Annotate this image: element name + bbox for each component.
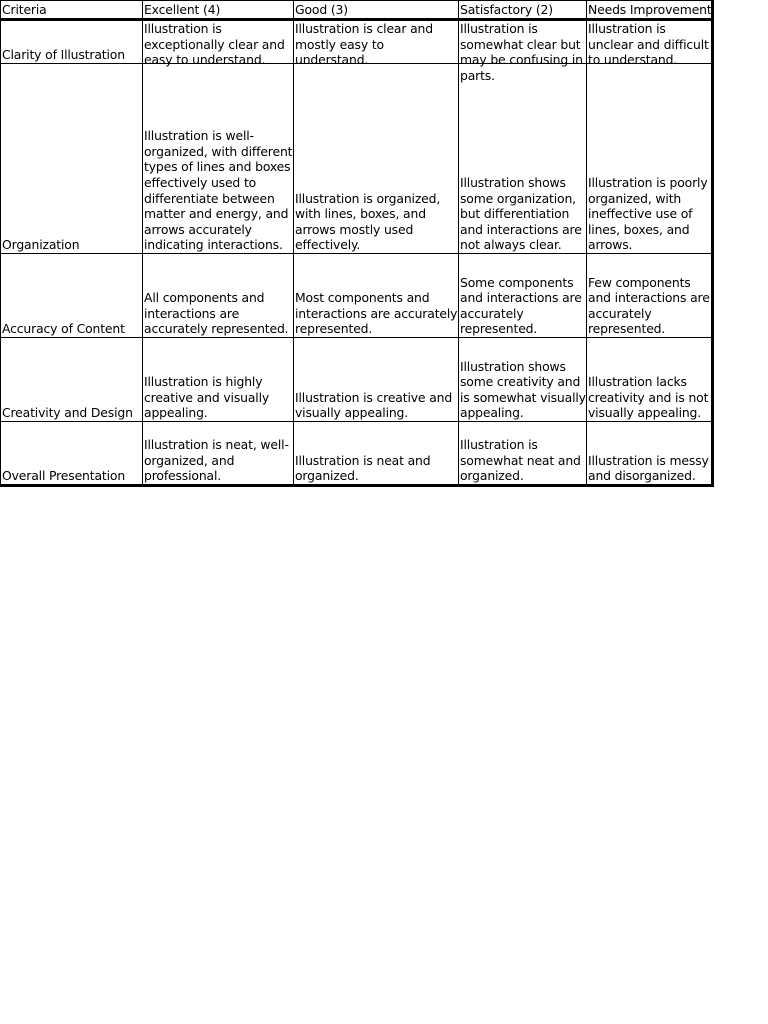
- satisfactory-cell[interactable]: [459, 20, 587, 83]
- satisfactory-cell[interactable]: Illustration is somewhat neat and organized.: [459, 422, 587, 486]
- criteria-cell[interactable]: Clarity of Illustration: [1, 20, 143, 64]
- header-needs-improvement[interactable]: Needs Improvement: [587, 1, 713, 20]
- cell-text: Illustration is somewhat clear but may be confusing in parts.: [460, 21, 583, 83]
- needs-improvement-cell[interactable]: Illustration is messy and disorganized.: [587, 422, 713, 486]
- excellent-cell[interactable]: Illustration is well-organized, with different types of lines and boxes effectively used to differentiate between matter and energy, and arrows accurately indicating interactions.: [143, 64, 294, 254]
- criteria-cell[interactable]: Accuracy of Content: [1, 254, 143, 338]
- criteria-cell[interactable]: Overall Presentation: [1, 422, 143, 486]
- cell-text: Illustration is exceptionally clear and easy to understand.: [144, 21, 285, 68]
- satisfactory-cell[interactable]: Some components and interactions are accurately represented.: [459, 254, 587, 338]
- excellent-cell[interactable]: [143, 20, 294, 68]
- good-cell[interactable]: Illustration is neat and organized.: [294, 422, 459, 486]
- table-row: [1, 20, 713, 64]
- table-row: [1, 254, 713, 338]
- excellent-cell[interactable]: Illustration is highly creative and visually appealing.: [143, 338, 294, 422]
- satisfactory-cell[interactable]: Illustration shows some organization, but differentiation and interactions are not always clear.: [459, 64, 587, 254]
- criteria-cell[interactable]: Creativity and Design: [1, 338, 143, 422]
- excellent-cell[interactable]: All components and interactions are accurately represented.: [143, 254, 294, 338]
- rubric-sheet: [0, 0, 712, 487]
- cell-text: Illustration is clear and mostly easy to understand.: [295, 21, 433, 68]
- needs-improvement-cell[interactable]: Illustration is poorly organized, with ineffective use of lines, boxes, and arrows.: [587, 64, 713, 254]
- table-row: [1, 64, 713, 254]
- needs-improvement-cell[interactable]: Illustration lacks creativity and is not visually appealing.: [587, 338, 713, 422]
- good-cell[interactable]: Most components and interactions are accurately represented.: [294, 254, 459, 338]
- cell-text: Illustration is unclear and difficult to understand.: [588, 21, 709, 68]
- needs-improvement-cell[interactable]: [587, 20, 713, 68]
- header-satisfactory[interactable]: Satisfactory (2): [459, 1, 587, 20]
- clipped-text: [144, 21, 293, 68]
- good-cell[interactable]: [294, 20, 459, 68]
- good-cell[interactable]: Illustration is creative and visually appealing.: [294, 338, 459, 422]
- header-row: [1, 1, 713, 20]
- rubric-table: [0, 0, 714, 487]
- header-good[interactable]: Good (3): [294, 1, 459, 20]
- header-excellent[interactable]: Excellent (4): [143, 1, 294, 20]
- needs-improvement-cell[interactable]: Few components and interactions are accurately represented.: [587, 254, 713, 338]
- good-cell[interactable]: Illustration is organized, with lines, boxes, and arrows mostly used effectively.: [294, 64, 459, 254]
- satisfactory-cell[interactable]: Illustration shows some creativity and is somewhat visually appealing.: [459, 338, 587, 422]
- clipped-text: [295, 21, 458, 68]
- excellent-cell[interactable]: Illustration is neat, well-organized, and professional.: [143, 422, 294, 486]
- table-row: [1, 422, 713, 486]
- clipped-text: [588, 21, 711, 68]
- table-row: [1, 338, 713, 422]
- header-criteria[interactable]: Criteria: [1, 1, 143, 20]
- clipped-text: [460, 21, 586, 83]
- criteria-cell[interactable]: Organization: [1, 64, 143, 254]
